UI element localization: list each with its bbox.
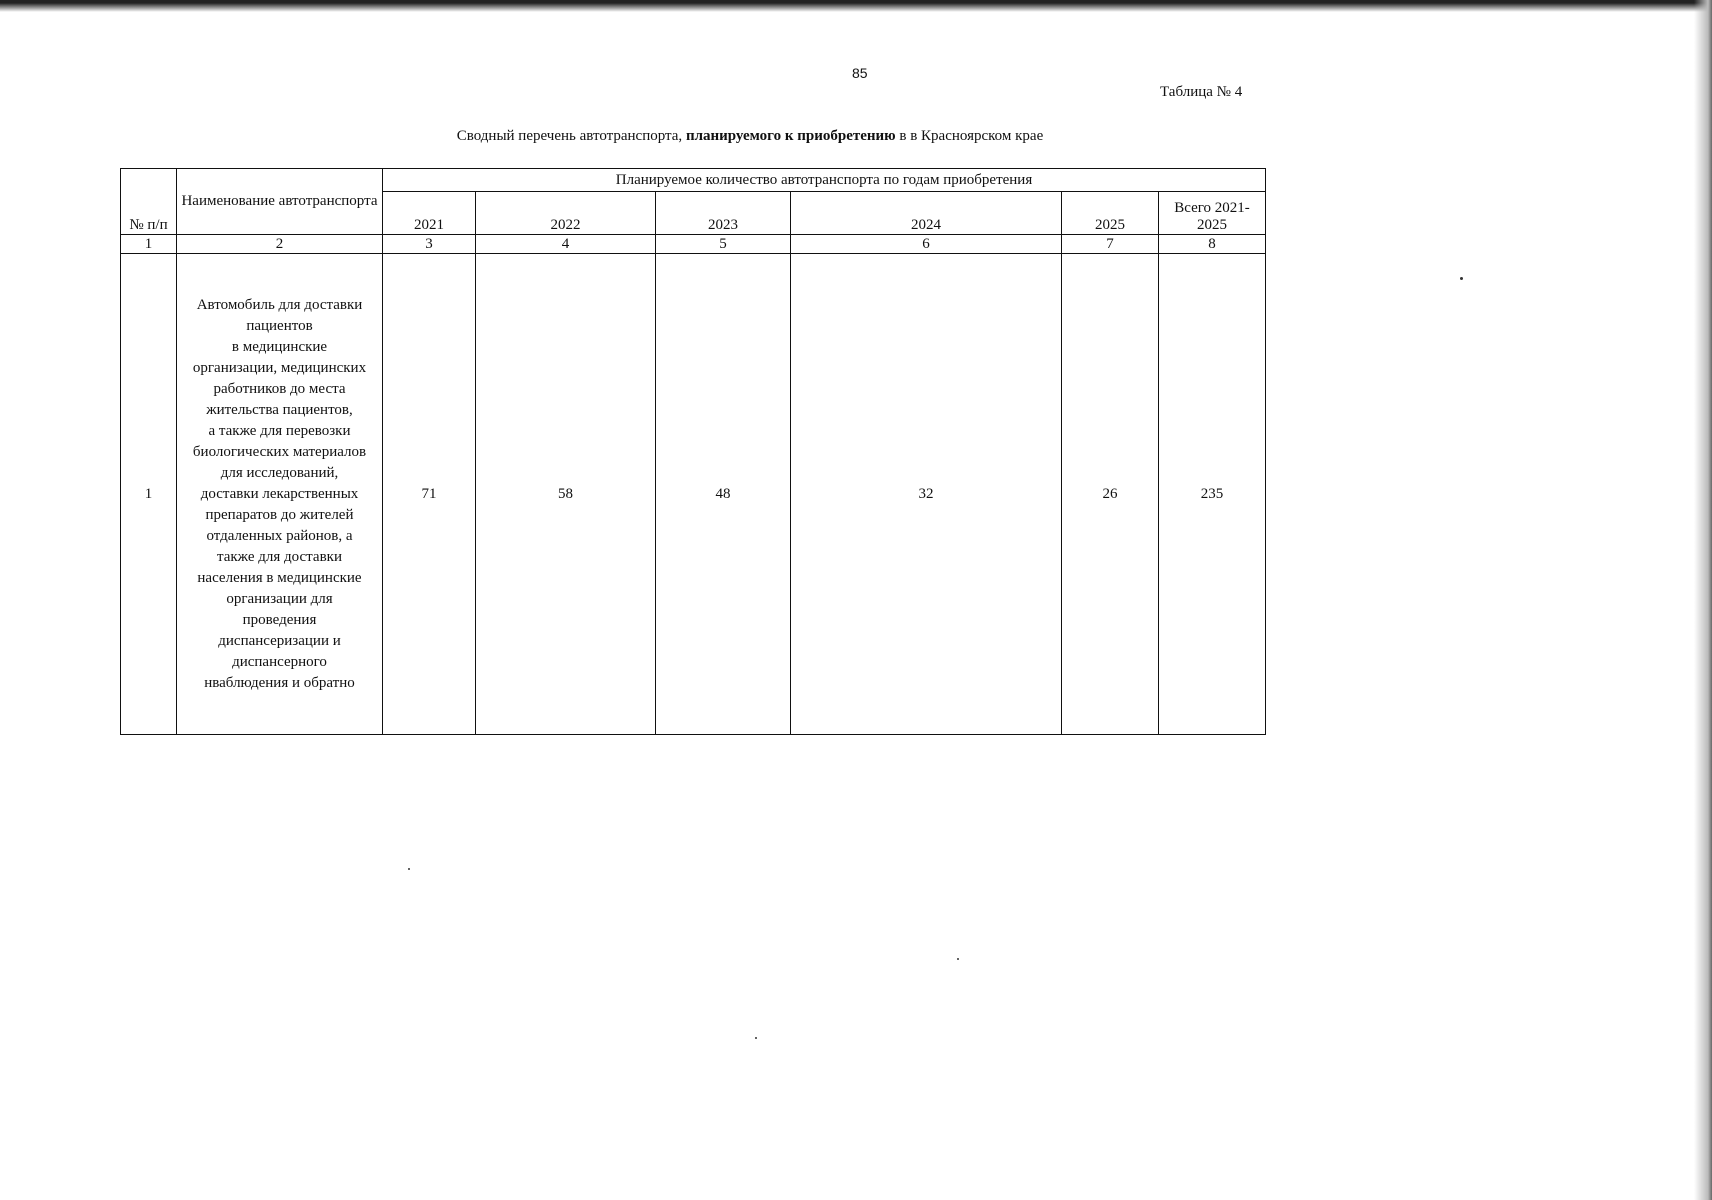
column-number: 7 <box>1062 235 1159 254</box>
vehicle-table <box>120 168 1266 735</box>
name-line: жительства пациентов, <box>206 401 353 418</box>
caption-post: в в Красноярском крае <box>895 128 1044 144</box>
column-number: 5 <box>656 235 791 254</box>
column-number: 8 <box>1159 235 1266 254</box>
caption-bold: планируемого к приобретению <box>685 128 896 144</box>
column-number: 3 <box>383 235 476 254</box>
page-number: 85 <box>852 65 868 81</box>
name-line: диспансерного <box>232 653 327 670</box>
table-caption <box>300 128 1200 145</box>
name-line: Автомобиль для доставки <box>196 296 363 313</box>
name-line: пациентов <box>246 317 313 334</box>
name-line: работников до места <box>213 380 346 397</box>
name-line: населения в медицинские <box>197 569 362 586</box>
name-line: организации для <box>226 590 333 607</box>
column-number: 2 <box>177 235 383 254</box>
header-total: Всего 2021-2025 <box>1159 192 1266 235</box>
value-2022: 58 <box>476 254 656 735</box>
name-line: биологических материалов <box>192 443 367 460</box>
name-line: организации, медицинских <box>192 359 367 376</box>
name-line: доставки лекарственных <box>200 485 359 502</box>
name-line: а также для перевозки <box>208 422 351 439</box>
scan-speck <box>755 1037 757 1039</box>
name-line: для исследований, <box>220 464 339 481</box>
name-line: препаратов до жителей <box>205 506 354 523</box>
header-year-2021: 2021 <box>383 192 476 235</box>
name-line: также для доставки <box>217 548 342 565</box>
name-line: отдаленных районов, а <box>206 527 353 544</box>
header-year-2024: 2024 <box>791 192 1062 235</box>
scan-top-edge <box>0 0 1712 12</box>
column-number: 1 <box>121 235 177 254</box>
scan-speck <box>408 868 410 870</box>
caption-pre: Сводный перечень автотранспорта, <box>456 128 686 144</box>
header-year-2022: 2022 <box>476 192 656 235</box>
value-2021: 71 <box>383 254 476 735</box>
name-line: в медицинские <box>231 338 328 355</box>
header-year-2023: 2023 <box>656 192 791 235</box>
header-year-2025: 2025 <box>1062 192 1159 235</box>
name-line: нваблюдения и обратно <box>204 674 355 691</box>
header-group: Планируемое количество автотранспорта по годам приобретения <box>383 169 1266 192</box>
scan-right-edge <box>1694 0 1712 1200</box>
value-2024: 32 <box>791 254 1062 735</box>
header-name: Наименование автотранспорта <box>177 169 383 235</box>
table-row <box>121 254 1266 735</box>
value-total: 235 <box>1159 254 1266 735</box>
value-2023: 48 <box>656 254 791 735</box>
scan-speck <box>1460 277 1463 280</box>
name-line: проведения <box>242 611 317 628</box>
column-number: 4 <box>476 235 656 254</box>
value-2025: 26 <box>1062 254 1159 735</box>
column-number: 6 <box>791 235 1062 254</box>
table-label: Таблица № 4 <box>1160 84 1243 100</box>
vehicle-name <box>177 254 383 735</box>
row-no: 1 <box>121 254 177 735</box>
scan-speck <box>957 958 959 960</box>
header-no: № п/п <box>121 169 177 235</box>
name-line: диспансеризации и <box>218 632 341 649</box>
